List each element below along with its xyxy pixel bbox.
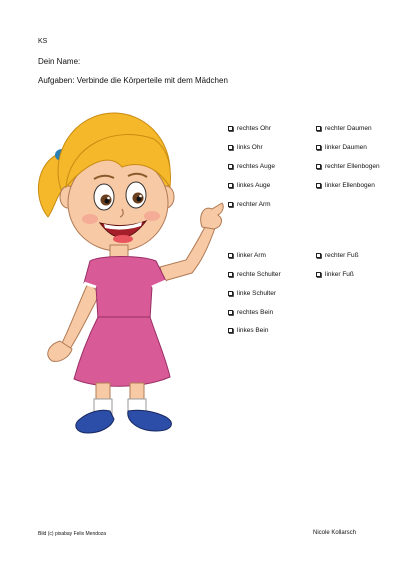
checkbox-label: rechter Daumen (325, 125, 372, 132)
checkbox-item[interactable] (316, 252, 359, 260)
checkbox-label: links Ohr (237, 144, 263, 151)
checkbox-icon[interactable] (228, 253, 233, 258)
checkbox-icon[interactable] (316, 272, 321, 277)
checkbox-item[interactable] (316, 271, 354, 279)
checkbox-label: linker Arm (237, 252, 266, 259)
checkbox-icon[interactable] (228, 291, 233, 296)
checkbox-icon[interactable] (228, 202, 233, 207)
checkbox-label: linke Schulter (237, 290, 277, 297)
checkbox-icon[interactable] (228, 164, 233, 169)
image-credit: Bild (c) pixabay Felix Mendoza (38, 531, 107, 537)
checkbox-icon[interactable] (316, 126, 321, 131)
checkbox-item[interactable] (228, 144, 263, 152)
checkbox-icon[interactable] (228, 328, 233, 333)
checkbox-icon[interactable] (228, 310, 233, 315)
checkbox-label: linker Daumen (325, 144, 367, 151)
checkbox-item[interactable] (316, 144, 367, 152)
checkbox-icon[interactable] (316, 183, 321, 188)
checkbox-item[interactable] (228, 163, 275, 171)
checkbox-item[interactable] (316, 125, 372, 133)
checkbox-item[interactable] (228, 309, 273, 317)
left-shoe (76, 410, 114, 433)
checkbox-item[interactable] (228, 327, 268, 335)
raised-arm (160, 221, 216, 281)
checkbox-label: rechtes Auge (237, 163, 275, 170)
task-instruction: Aufgaben: Verbinde die Körperteile mit dem Mädchen (38, 76, 228, 85)
raised-hand (201, 203, 223, 229)
checkbox-item[interactable] (228, 125, 271, 133)
checkbox-label: linker Ellenbogen (325, 182, 375, 189)
checkbox-item[interactable] (228, 201, 271, 209)
checkbox-label: linker Fuß (325, 271, 354, 278)
checkbox-label: rechter Fuß (325, 252, 359, 259)
checkbox-icon[interactable] (316, 164, 321, 169)
checkbox-icon[interactable] (316, 145, 321, 150)
dress-skirt (74, 317, 170, 386)
checkbox-item[interactable] (316, 182, 375, 190)
checkbox-label: rechter Arm (237, 201, 271, 208)
checkbox-label: linkes Bein (237, 327, 269, 334)
checkbox-item[interactable] (228, 290, 276, 298)
checkbox-label: rechter Ellenbogen (325, 163, 380, 170)
class-code: KS (38, 38, 48, 45)
checkbox-label: rechtes Bein (237, 309, 274, 316)
checkbox-icon[interactable] (228, 272, 233, 277)
checkbox-label: rechtes Ohr (237, 125, 271, 132)
checkbox-icon[interactable] (228, 183, 233, 188)
checkbox-icon[interactable] (228, 126, 233, 131)
checkbox-icon[interactable] (316, 253, 321, 258)
checkbox-item[interactable] (316, 163, 380, 171)
author-name: Nicole Kollarsch (313, 530, 357, 536)
name-label: Dein Name: (38, 57, 81, 66)
checkbox-item[interactable] (228, 271, 281, 279)
girl-illustration (26, 105, 226, 445)
checkbox-icon[interactable] (228, 145, 233, 150)
checkbox-item[interactable] (228, 182, 270, 190)
checkbox-label: rechte Schulter (237, 271, 281, 278)
right-shoe (128, 410, 172, 431)
checkbox-item[interactable] (228, 252, 266, 260)
checkbox-label: linkes Auge (237, 182, 271, 189)
